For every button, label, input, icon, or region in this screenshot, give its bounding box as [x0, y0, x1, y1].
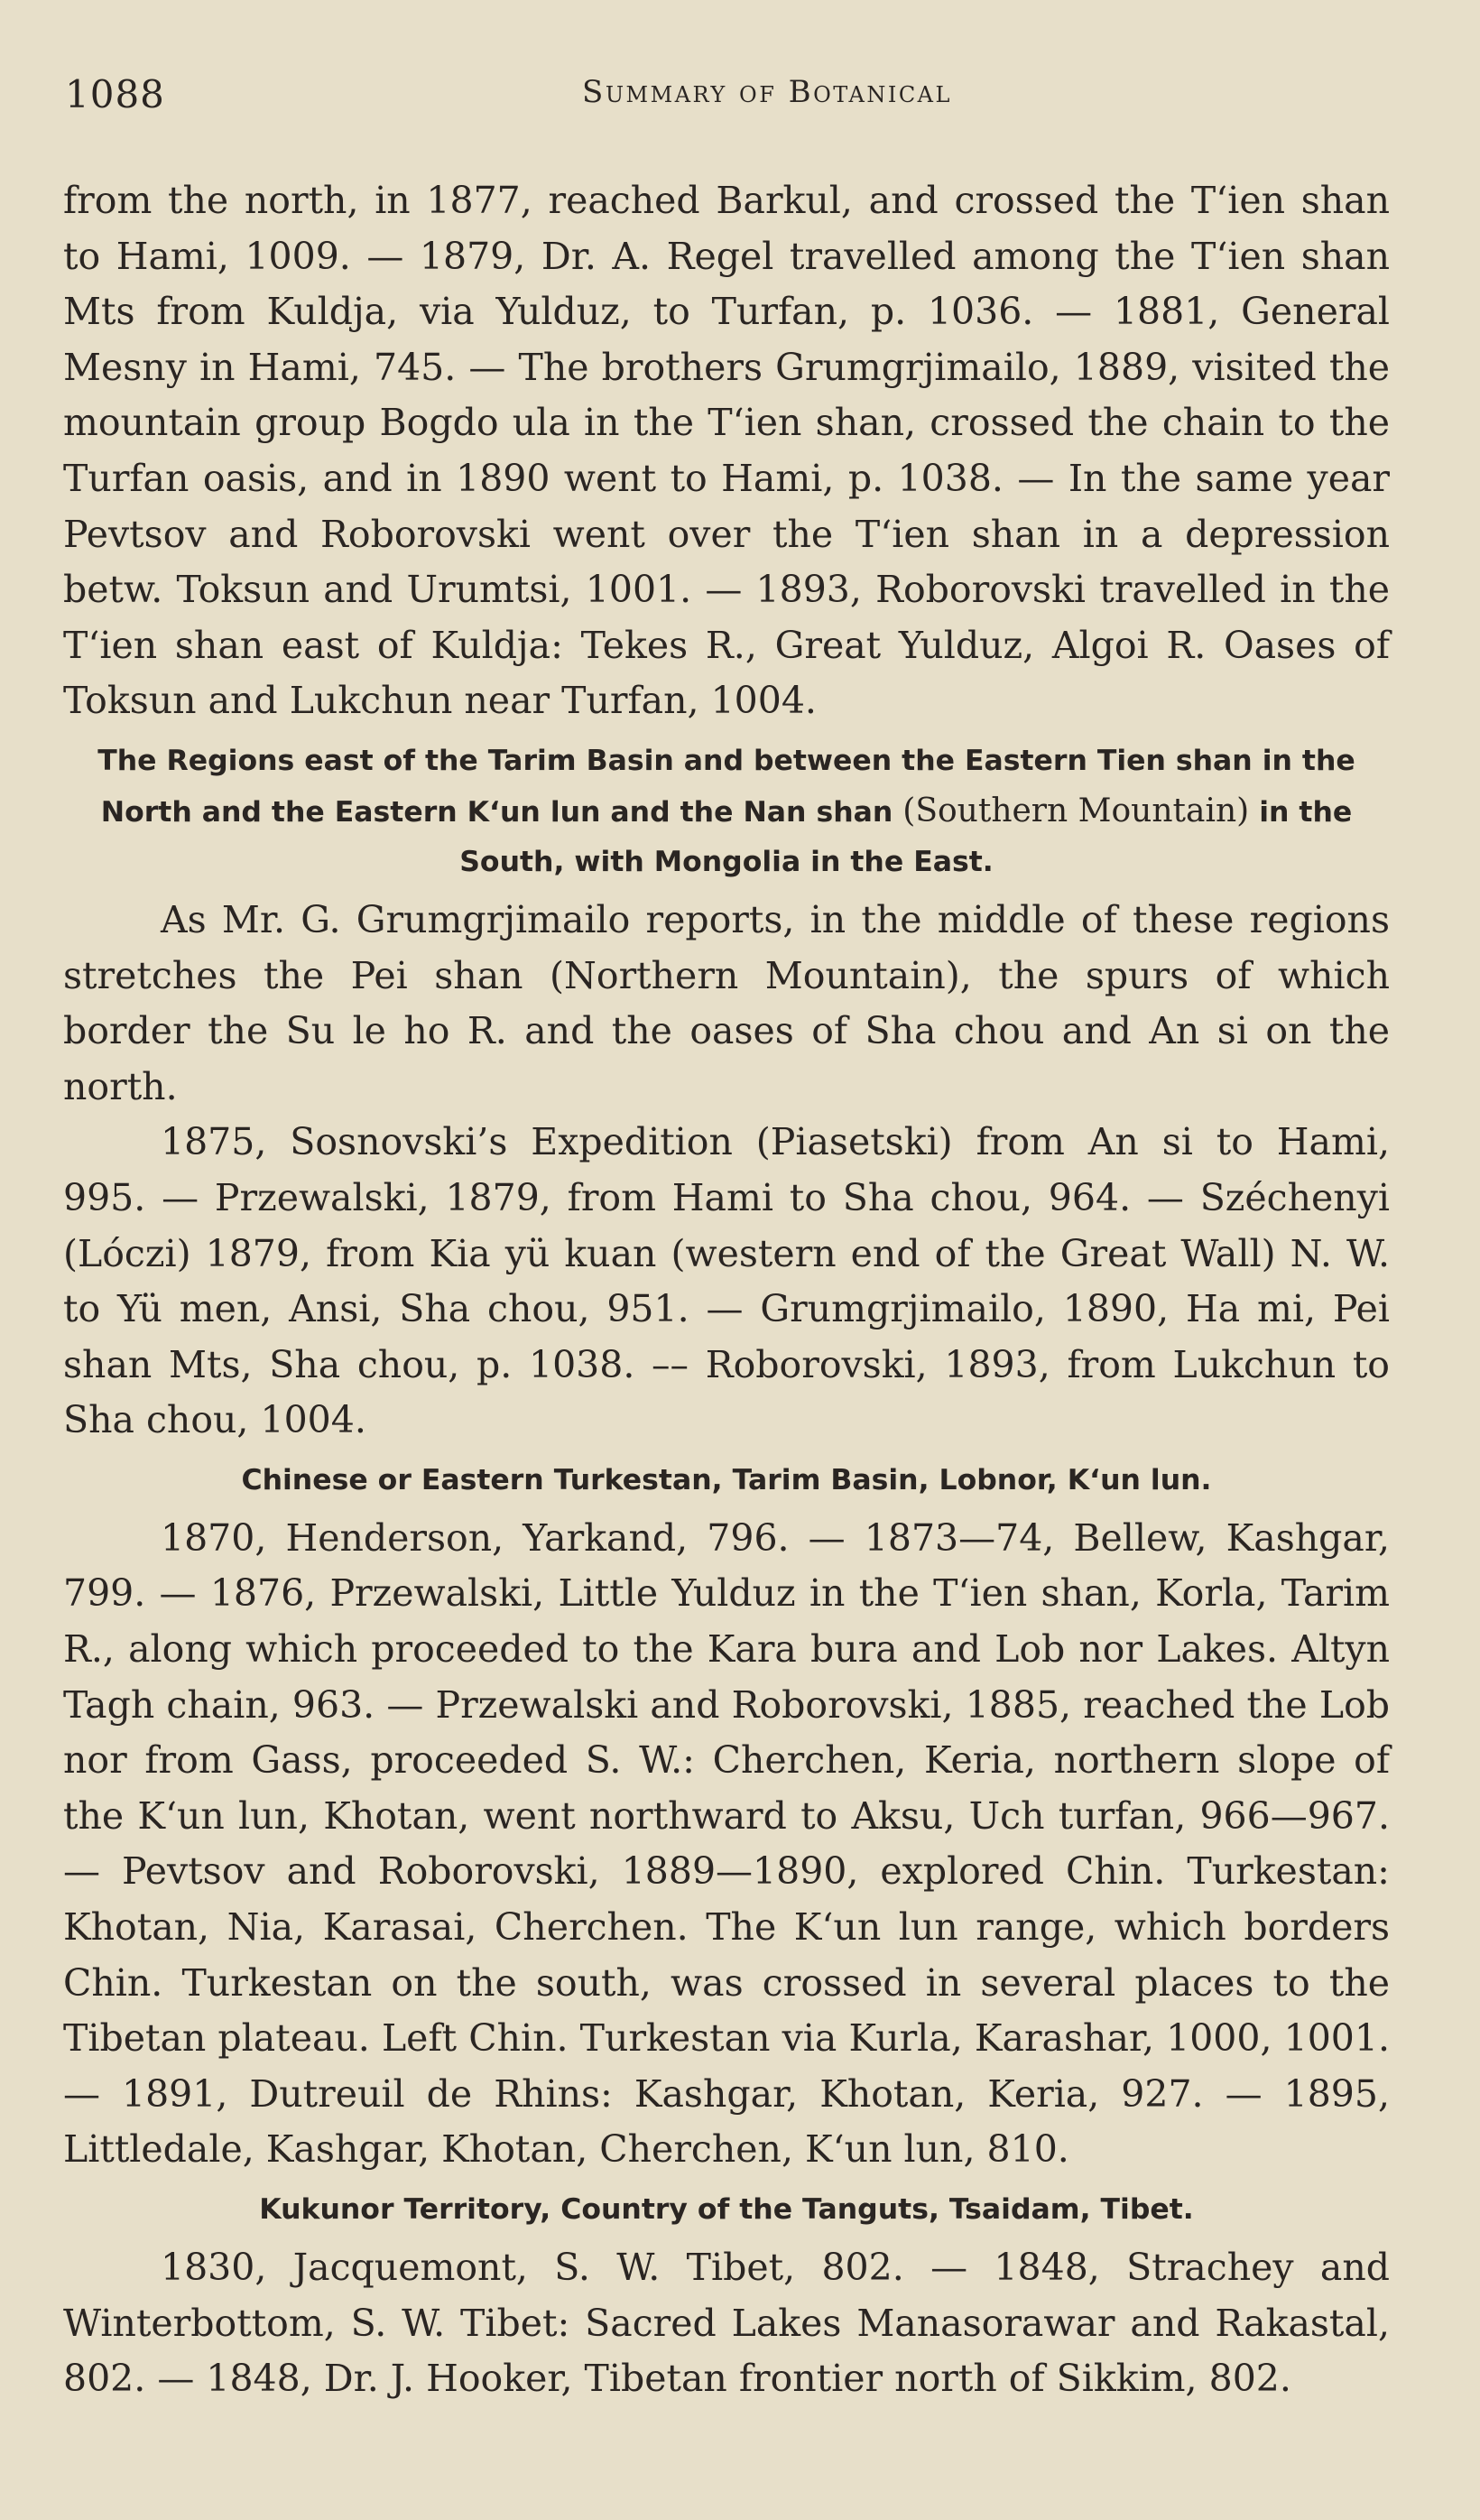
- section-heading-regions-east: [81, 737, 1372, 887]
- paragraph-expeditions-an-si: 1875, Sosnovski’s Expedition (Piasetski) from An si to Hami, 995. — Przewalski, 1879, from Hami to Sha chou, 964. — Széchenyi (Lóczi) 1879, from Kia yü kuan (western end of the Great Wall) N. W. to Yü men, Ansi, Sha chou, 951. — Grumgrjimailo, 1890, Ha mi, Pei shan Mts, Sha chou, p. 1038. –– Roborovski, 1893, from Lukchun to Sha chou, 1004.: [63, 1120, 1390, 1442]
- paragraph-tibet-expeditions: 1830, Jacquemont, S. W. Tibet, 802. — 1848, Strachey and Winterbottom, S. W. Tibet: Sacred Lakes Manasorawar and Rakastal, 802. — 1848, Dr. J. Hooker, Tibetan frontier north of Sikkim, 802.: [63, 2246, 1390, 2401]
- book-page: [0, 72, 1480, 2520]
- running-header: [63, 72, 1390, 126]
- section-heading-kukunor: Kukunor Territory, Country of the Tanguts, Tsaidam, Tibet.: [259, 2193, 1194, 2226]
- section-heading-turkestan: Chinese or Eastern Turkestan, Tarim Basin, Lobnor, Kʻun lun.: [241, 1463, 1212, 1496]
- paragraph-turkestan-expeditions: 1870, Henderson, Yarkand, 796. — 1873—74, Bellew, Kashgar, 799. — 1876, Przewalski, Little Yulduz in the Tʻien shan, Korla, Tarim R., along which proceeded to the Kara bura and Lob nor Lakes. Altyn Tagh chain, 963. — Przewalski and Roborovski, 1885, reached the Lob nor from Gass, proceeded S. W.: Cherchen, Keria, northern slope of the Kʻun lun, Khotan, went northward to Aksu, Uch turfan, 966—967. — Pevtsov and Roborovski, 1889—1890, explored Chin. Turkestan: Khotan, Nia, Karasai, Cherchen. The Kʻun lun range, which borders Chin. Turkestan on the south, was crossed in several places to the Tibetan plateau. Left Chin. Turkestan via Kurla, Karashar, 1000, 1001. — 1891, Dutreuil de Rhins: Kashgar, Khotan, Keria, 927. — 1895, Littledale, Kashgar, Khotan, Cherchen, Kʻun lun, 810.: [63, 1515, 1390, 2172]
- paragraph-tien-shan-continued: from the north, in 1877, reached Barkul, and crossed the Tʻien shan to Hami, 1009. — 1879, Dr. A. Regel travelled among the Tʻien shan Mts from Kuldja, via Yulduz, to Turfan, p. 1036. — 1881, General Mesny in Hami, 745. — The brothers Grumgrjimailo, 1889, visited the mountain group Bogdo ula in the Tʻien shan, crossed the chain to the Turfan oasis, and in 1890 went to Hami, p. 1038. — In the same year Pevtsov and Roborovski went over the Tʻien shan in a depression betw. Toksun and Urumtsi, 1001. — 1893, Roborovski travelled in the Tʻien shan east of Kuldja: Tekes R., Great Yulduz, Algoi R. Oases of Toksun and Lukchun near Turfan, 1004.: [63, 179, 1390, 723]
- heading-text-part1: The Regions east of the Tarim Basin and between the Eastern Tien shan in the North and the Eastern Kʻun lun and the Nan shan: [97, 744, 1355, 829]
- running-title: Summary of Botanical: [582, 74, 952, 110]
- page-number: 1088: [65, 72, 165, 116]
- paragraph-pei-shan: As Mr. G. Grumgrjimailo reports, in the middle of these regions stretches the Pei shan (Northern Mountain), the spurs of which border the Su le ho R. and the oases of Sha chou and An si on the north.: [63, 897, 1390, 1108]
- heading-text-part2: in the South, with Mongolia in the East.: [459, 795, 1353, 878]
- heading-text-parenthetical: (Southern Mountain): [902, 792, 1250, 829]
